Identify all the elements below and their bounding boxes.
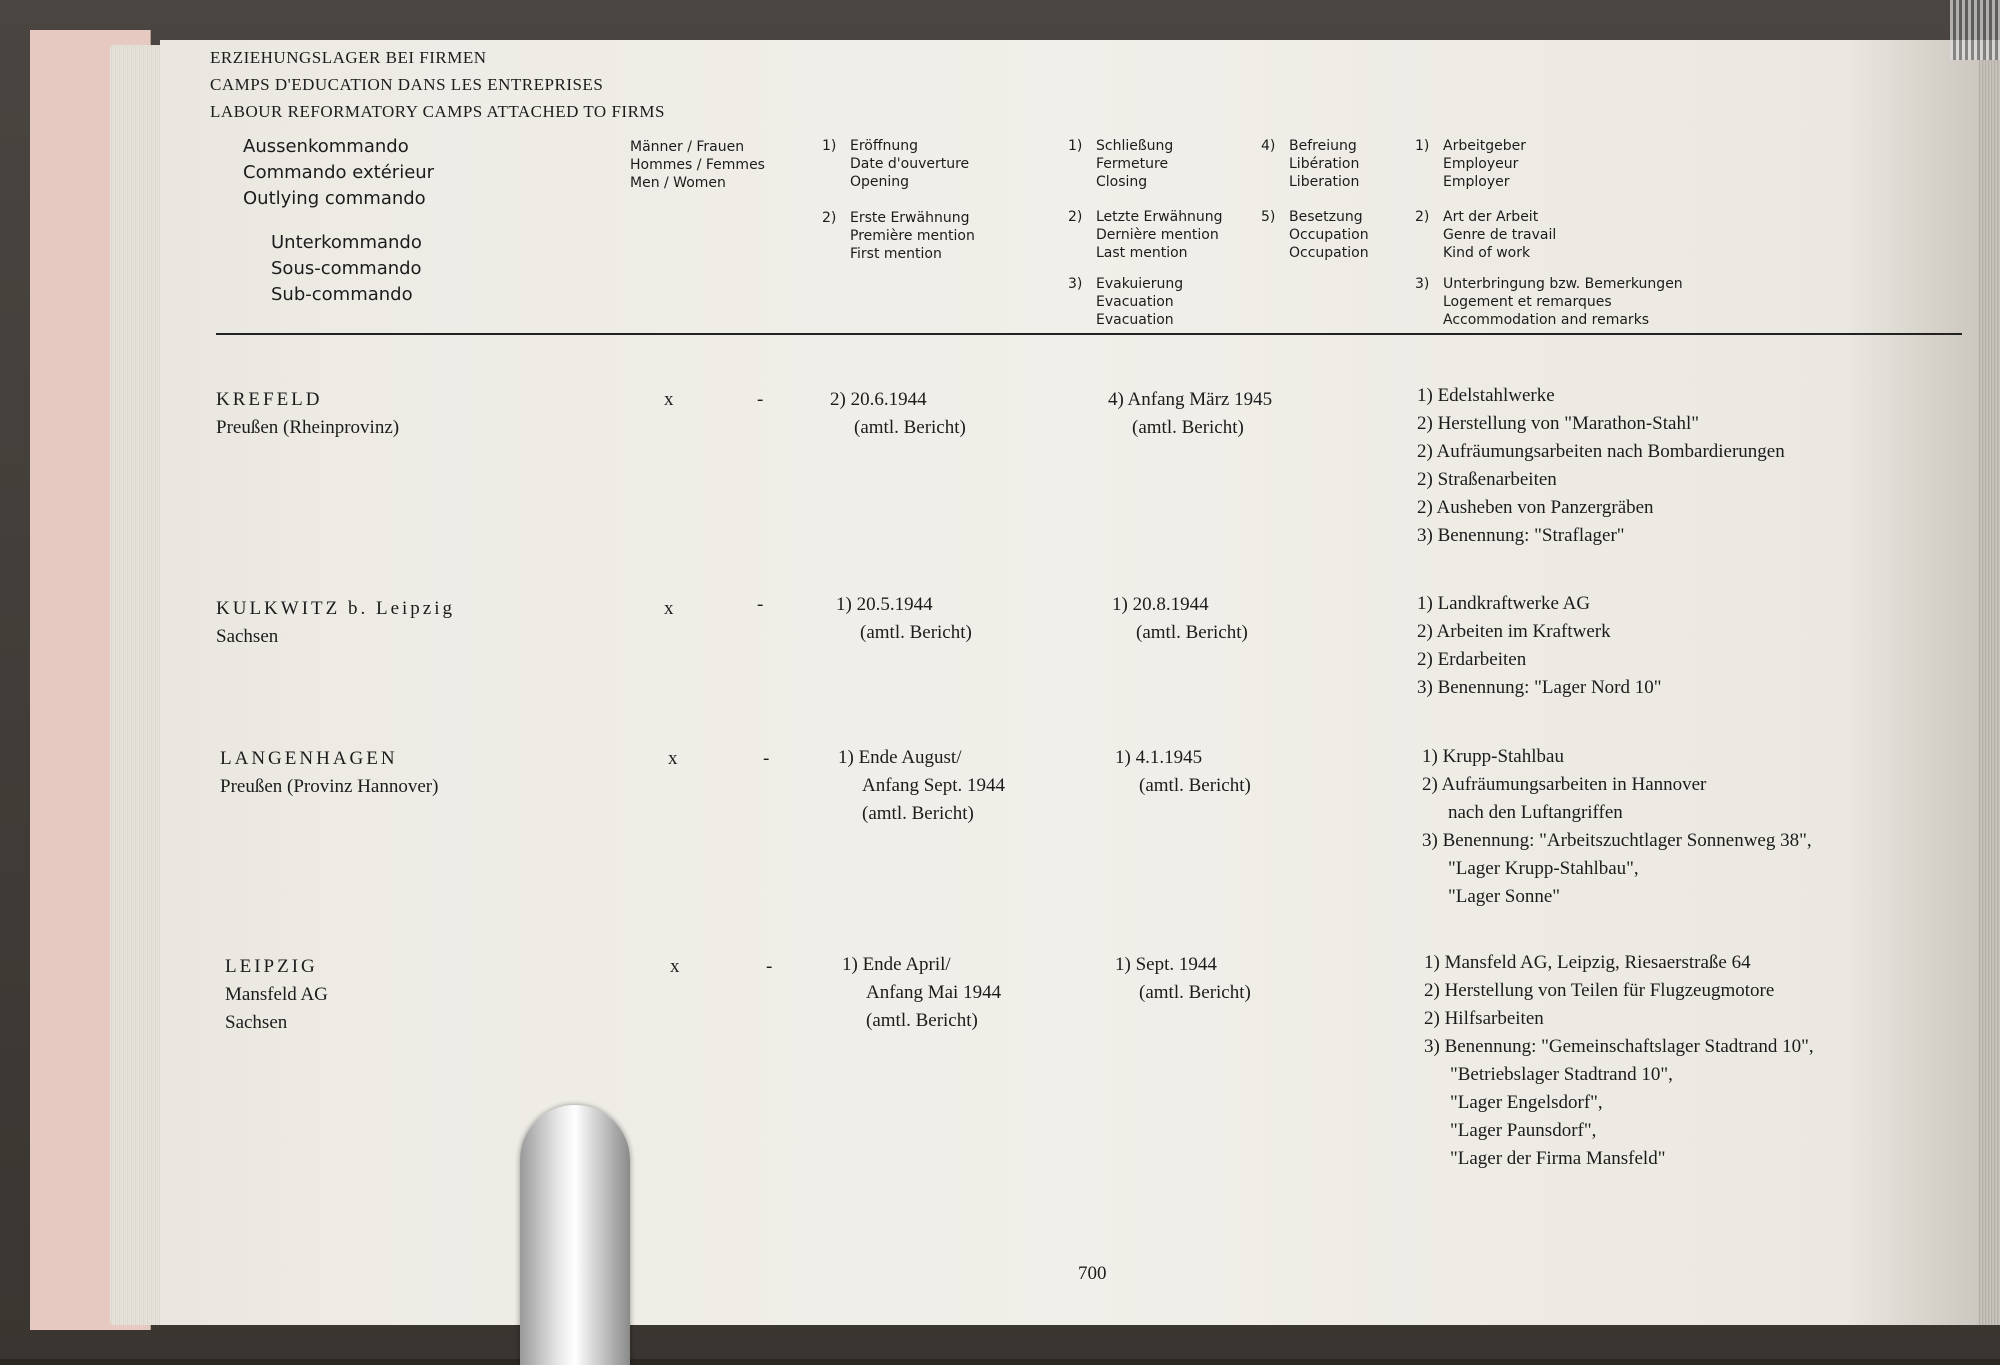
header-divider — [216, 333, 1962, 335]
opening-value: 2) 20.6.1944 (amtl. Bericht) — [830, 389, 966, 438]
employer-header: 1) Arbeitgeber Employeur Employer — [1415, 138, 1526, 190]
entry-place: KULKWITZ b. Leipzig Sachsen — [216, 598, 456, 647]
page-holder-clip — [520, 1105, 630, 1365]
men-mark: x — [670, 956, 680, 977]
occupation-header: 5) Besetzung Occupation Occupation — [1261, 209, 1369, 261]
work-header: 2) Art der Arbeit Genre de travail Kind of work — [1415, 209, 1557, 261]
opening-value: 1) 20.5.1944 (amtl. Bericht) — [836, 594, 972, 643]
opening-value: 1) Ende April/ Anfang Mai 1944 (amtl. Bericht) — [842, 954, 1002, 1031]
commando-label: Aussenkommando Commando extérieur Outlying commando — [243, 136, 435, 209]
closing-header: 1) Schließung Fermeture Closing — [1068, 138, 1174, 190]
remarks: 1) Krupp-Stahlbau 2) Aufräumungsarbeiten in Hannover nach den Luftangriffen 3) Benennung: "Arbeitszuchtlager Sonnenweg 38", "Lager Krupp-Stahlbau", "Lager Sonne" — [1422, 746, 1812, 907]
closing-value: 1) 4.1.1945 (amtl. Bericht) — [1115, 747, 1251, 796]
remarks: 1) Mansfeld AG, Leipzig, Riesaerstraße 64 2) Herstellung von Teilen für Flugzeugmotore 2) Hilfsarbeiten 3) Benennung: "Gemeinschaftslager Stadtrand 10", "Betriebslager Stadtrand 10", "Lager Engelsdorf", "Lager Paunsdorf", "Lager der Firma Mansfeld" — [1424, 952, 1814, 1169]
right-page-stack — [1978, 40, 2000, 1325]
opening-value: 1) Ende August/ Anfang Sept. 1944 (amtl. Bericht) — [838, 747, 1006, 824]
entry-place: LANGENHAGEN Preußen (Provinz Hannover) — [220, 748, 439, 797]
title-en: LABOUR REFORMATORY CAMPS ATTACHED TO FIRMS — [210, 102, 665, 121]
gender-header: Männer / Frauen Hommes / Femmes Men / Women — [630, 139, 765, 191]
women-mark: - — [757, 389, 764, 410]
men-mark: x — [664, 598, 674, 619]
last-mention-header: 2) Letzte Erwähnung Dernière mention Last mention — [1068, 209, 1223, 261]
accommodation-header: 3) Unterbringung bzw. Bemerkungen Logement et remarques Accommodation and remarks — [1415, 276, 1683, 328]
women-mark: - — [757, 594, 764, 615]
closing-value: 1) 20.8.1944 (amtl. Bericht) — [1112, 594, 1248, 643]
entry-place: KREFELD Preußen (Rheinprovinz) — [216, 389, 400, 438]
women-mark: - — [763, 748, 770, 769]
title-fr: CAMPS D'EDUCATION DANS LES ENTREPRISES — [210, 75, 604, 94]
liberation-header: 4) Befreiung Libération Liberation — [1261, 138, 1360, 190]
men-mark: x — [664, 389, 674, 410]
binding-spiral — [1950, 0, 2000, 60]
page-number: 700 — [1078, 1263, 1107, 1284]
remarks: 1) Edelstahlwerke 2) Herstellung von "Marathon-Stahl" 2) Aufräumungsarbeiten nach Bombardierungen 2) Straßenarbeiten 2) Ausheben von Panzergräben 3) Benennung: "Straflager" — [1417, 385, 1785, 546]
title-de: ERZIEHUNGSLAGER BEI FIRMEN — [210, 48, 487, 67]
evacuation-header: 3) Evakuierung Evacuation Evacuation — [1068, 276, 1184, 328]
men-mark: x — [668, 748, 678, 769]
entry-place: LEIPZIG Mansfeld AG Sachsen — [225, 956, 328, 1033]
closing-value: 1) Sept. 1944 (amtl. Bericht) — [1115, 954, 1251, 1003]
opening-header: 1) Eröffnung Date d'ouverture Opening — [822, 138, 970, 190]
first-mention-header: 2) Erste Erwähnung Première mention First mention — [822, 210, 975, 262]
remarks: 1) Landkraftwerke AG 2) Arbeiten im Kraftwerk 2) Erdarbeiten 3) Benennung: "Lager Nord 10" — [1417, 593, 1662, 698]
closing-value: 4) Anfang März 1945 (amtl. Bericht) — [1108, 389, 1273, 438]
subcommando-label: Unterkommando Sous-commando Sub-commando — [271, 232, 422, 305]
women-mark: - — [766, 956, 773, 977]
